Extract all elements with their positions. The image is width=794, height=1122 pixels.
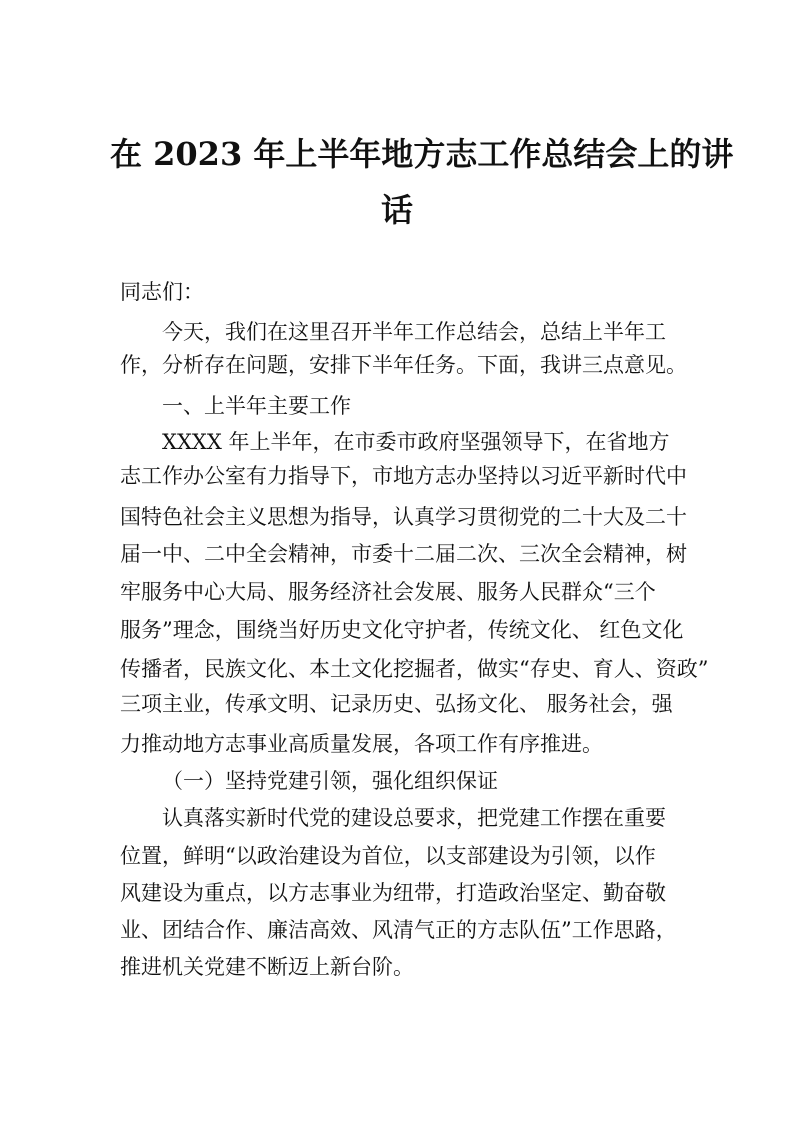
paragraph-line: 三项主业，传承文明、记录历史、弘扬文化、 服务社会，强 <box>120 692 673 716</box>
subsection-heading: （一）坚持党建引领，强化组织保证 <box>162 769 498 793</box>
paragraph-line: 志工作办公室有力指导下，市地方志办坚持以习近平新时代中 <box>120 464 687 488</box>
paragraph-line: 认真落实新时代党的建设总要求，把党建工作摆在重要 <box>162 806 666 830</box>
paragraph-line: 传播者，民族文化、本土文化挖掘者，做实“存史、育人、资政” <box>120 657 709 681</box>
paragraph-line: 今天，我们在这里召开半年工作总结会，总结上半年工 <box>162 320 666 344</box>
paragraph-line: 牢服务中心大局、服务经济社会发展、服务人民群众“三个 <box>120 580 656 604</box>
paragraph-line: 风建设为重点，以方志事业为纽带，打造政治坚定、勤奋敬 <box>120 881 666 905</box>
paragraph-line: 力推动地方志事业高质量发展，各项工作有序推进。 <box>120 732 603 756</box>
salutation: 同志们： <box>120 280 204 304</box>
paragraph-line: 国特色社会主义思想为指导，认真学习贯彻党的二十大及二十 <box>120 505 687 529</box>
paragraph-line: XXXX 年上半年，在市委市政府坚强领导下，在省地方 <box>162 430 670 454</box>
paragraph-line: 业、团结合作、廉洁高效、风清气正的方志队伍”工作思路， <box>120 918 677 942</box>
paragraph-line: 位置，鲜明“以政治建设为首位，以支部建设为引领，以作 <box>120 844 656 868</box>
document-title-line-2: 话 <box>380 191 413 229</box>
paragraph-line: 服务”理念，围绕当好历史文化守护者，传统文化、 红色文化 <box>120 618 684 642</box>
section-heading: 一、上半年主要工作 <box>162 394 351 418</box>
paragraph-line: 推进机关党建不断迈上新台阶。 <box>120 955 414 979</box>
paragraph-line: 作，分析存在问题，安排下半年任务。下面，我讲三点意见。 <box>120 353 687 377</box>
paragraph-line: 届一中、二中全会精神，市委十二届二次、三次全会精神，树 <box>120 542 687 566</box>
document-title-line-1: 在 2023 年上半年地方志工作总结会上的讲 <box>110 135 734 173</box>
